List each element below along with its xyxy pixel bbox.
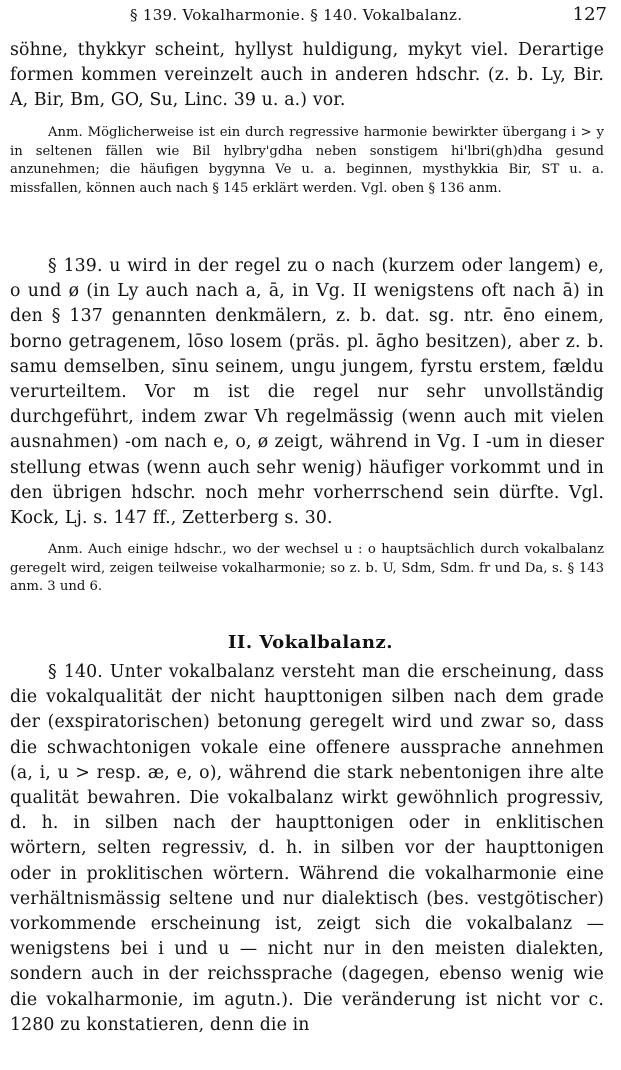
page-number: 127 xyxy=(572,4,607,25)
header-title: § 139. Vokalharmonie. § 140. Vokalbalanz. xyxy=(130,6,463,24)
note-anm-1: Anm. Möglicherweise ist ein durch regressive harmonie bewirkter übergang i > y in seltenen fällen wie Bil hylbry'gdha neben sonstigem hi'lbri(gh)dha gesund anzunehmen; die häufigen bygynna Ve u. a. beginnen, mysthykkia Bir, ST u. a. missfallen, können auch nach § 145 erklärt werden. Vgl. oben § 136 anm. xyxy=(10,125,604,196)
paragraph-continuation: söhne, thykkyr scheint, hyllyst huldigung, mykyt viel. Derartige formen kommen vereinzelt auch in anderen hdschr. (z. b. Ly, Bir. A, Bir, Bm, GO, Su, Linc. 39 u. a.) vor. xyxy=(10,40,604,111)
running-header xyxy=(0,4,621,30)
section-heading: II. Vokalbalanz. xyxy=(228,632,393,653)
paragraph-section-140: § 140. Unter vokalbalanz versteht man die erscheinung, dass die vokalqualität der nicht haupttonigen silben nach dem grade der (exspiratorischen) betonung geregelt wird und zwar so, dass die schwachtonigen vokale eine offenere aussprache annehmen (a, i, u > resp. æ, e, o), während die stark nebentonigen ihre alte qualität bewahren. Die vokalbalanz wirkt gewöhnlich progressiv, d. h. in silben nach der haupttonigen oder in enklitischen wörtern, selten regressiv, d. h. in silben vor der haupttonigen oder in proklitischen wörtern. Während die vokalharmonie eine verhältnismässig seltene und nur dialektisch (bes. vestgötischer) vorkommende erscheinung ist, zeigt sich die vokalbalanz — wenigstens bei i und u — nicht nur in den meisten dialekten, sondern auch in der reichssprache (dagegen, ebenso wenig wie die vokalharmonie, im agutn.). Die veränderung ist nicht vor c. 1280 zu konstatieren, denn die in xyxy=(10,662,604,1035)
paragraph-section-139: § 139. u wird in der regel zu o nach (kurzem oder langem) e, o und ø (in Ly auch nach a, ā, in Vg. II wenigstens oft nach ā) in den § 137 genannten denkmälern, z. b. dat. sg. ntr. ēno einem, borno getragenem, lōso losem (präs. pl. āgho besitzen), aber z. b. samu demselben, sīnu seinem, ungu jungem, fyrstu erstem, fældu verurteiltem. Vor m ist die regel nur sehr unvollständig durchgeführt, indem zwar Vh regelmässig (wenn auch mit vielen ausnahmen) -om nach e, o, ø zeigt, während in Vg. I -um in dieser stellung etwas (wenn auch sehr wenig) häufiger vorkommt und in den übrigen hdschr. noch mehr vorherrschend sein dürfte. Vgl. Kock, Lj. s. 147 ff., Zetterberg s. 30. xyxy=(10,256,604,529)
note-anm-2: Anm. Auch einige hdschr., wo der wechsel u : o hauptsächlich durch vokalbalanz geregelt wird, zeigen teilweise vokalharmonie; so z. b. U, Sdm, Sdm. fr und Da, s. § 143 anm. 3 und 6. xyxy=(10,542,604,595)
